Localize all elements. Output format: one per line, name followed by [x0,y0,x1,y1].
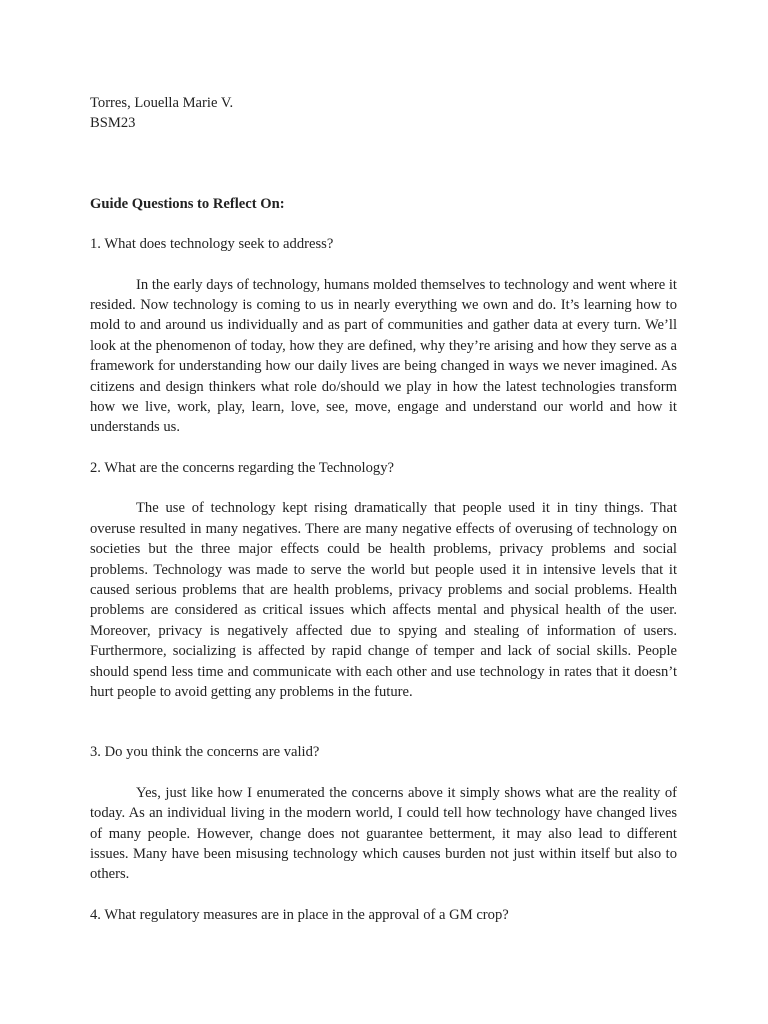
answer-2: The use of technology kept rising dramatically that people used it in tiny things. That overuse resulted in many negatives. There are many negative effects of overusing of technology on societies but the three major effects could be health problems, privacy problems and social problems. Technology was made to serve the world but people used it in intensive levels that it caused serious problems that are health problems, privacy problems and social problems. Health problems are considered as critical issues which affects mental and physical health of the user. Moreover, privacy is negatively affected due to spying and stealing of information of users. Furthermore, socializing is affected by rapid change of temper and lack of social skills. People should spend less time and communicate with each other and use technology in rates that it doesn’t hurt people to avoid getting any problems in the future. [90,500,677,700]
author-section: BSM23 [90,115,136,132]
question-2: 2. What are the concerns regarding the Technology? [90,459,394,476]
document-page [90,93,677,925]
author-name: Torres, Louella Marie V. [90,95,234,111]
document-heading: Guide Questions to Reflect On: [90,195,285,212]
question-1: 1. What does technology seek to address? [90,236,334,253]
answer-1: In the early days of technology, humans molded themselves to technology and went where it resided. Now technology is coming to us in nearly everything we own and do. It’s learning how to mold to and around us individually and as part of communities and gather data at every turn. We’ll look at the phenomenon of today, how they are defined, why they’re arising and how they serve as a framework for understanding how our daily lives are being changed in ways we never imagined. As citizens and design thinkers what role do/should we play in how the latest technologies transform how we live, work, play, learn, love, see, move, engage and understand our world and how it understands us. [90,276,677,436]
question-3: 3. Do you think the concerns are valid? [90,744,320,761]
question-4: 4. What regulatory measures are in place in the approval of a GM crop? [90,906,509,923]
answer-3: Yes, just like how I enumerated the concerns above it simply shows what are the reality of today. As an individual living in the modern world, I could tell how technology have changed lives of many people. However, change does not guarantee betterment, it may also lead to different issues. Many have been misusing technology which causes burden not just within itself but also to others. [90,784,677,883]
